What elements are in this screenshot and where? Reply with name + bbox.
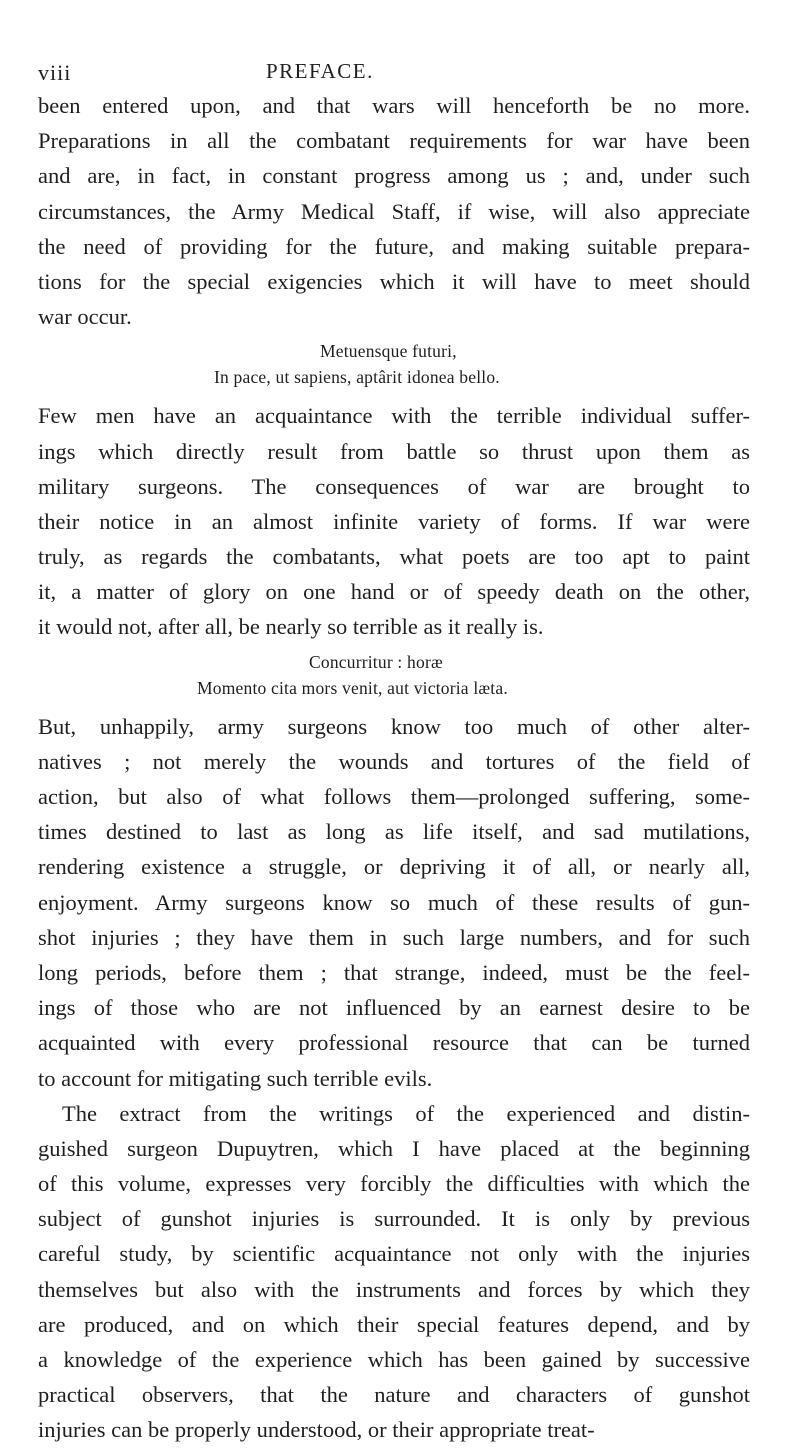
text-line: war occur. [38,304,132,330]
text-line: their notice in an almost infinite variety of forms. If war were [38,508,750,534]
text-line: Preparations in all the combatant requirements for war have been [38,128,750,154]
quotation-line: Concurritur : horæ [309,651,443,672]
latin-quotation [38,338,750,390]
body-text [38,88,750,1448]
paragraph [38,88,750,334]
text-line: and are, in fact, in constant progress among us ; and, under such [38,163,750,189]
text-line: But, unhappily, army surgeons know too much of other alter- [38,713,750,739]
text-line: to account for mitigating such terrible evils. [38,1065,433,1091]
text-line: long periods, before them ; that strange, indeed, must be the feel- [38,959,750,985]
text-line: guished surgeon Dupuytren, which I have placed at the beginning [38,1135,750,1161]
text-line: it, a matter of glory on one hand or of speedy death on the other, [38,579,750,605]
text-line: ings which directly result from battle so thrust upon them as [38,438,750,464]
paragraph [38,398,750,644]
page-number: viii [38,60,72,85]
text-line: it would not, after all, be nearly so terrible as it really is. [38,614,544,640]
text-line: been entered upon, and that wars will henceforth be no more. [38,93,750,118]
text-line: practical observers, that the nature and characters of gunshot [38,1382,750,1408]
text-line: subject of gunshot injuries is surrounded. It is only by previous [38,1206,750,1232]
text-line: tions for the special exigencies which it will have to meet should [38,268,750,294]
text-line: careful study, by scientific acquaintance not only with the injuries [38,1241,750,1267]
text-line: injuries can be properly understood, or their appropriate treat- [38,1417,595,1443]
text-line: acquainted with every professional resource that can be turned [38,1030,750,1056]
text-line: the need of providing for the future, and making suitable prepara- [38,233,750,259]
quotation-line: In pace, ut sapiens, aptârit idonea bello. [214,367,500,388]
text-line: circumstances, the Army Medical Staff, if wise, will also appreciate [38,198,750,224]
text-line: truly, as regards the combatants, what poets are too apt to paint [38,544,750,570]
text-line: ings of those who are not influenced by an earnest desire to be [38,995,750,1021]
quotation-line: Metuensque futuri, [320,341,457,362]
text-line: times destined to last as long as life itself, and sad mutilations, [38,819,750,845]
quotation-line: Momento cita mors venit, aut victoria læta. [197,677,508,698]
running-head: PREFACE. [266,59,374,83]
text-line: of this volume, expresses very forcibly the difficulties with which the [38,1171,750,1197]
text-line: are produced, and on which their special features depend, and by [38,1311,750,1337]
paragraph [38,1096,750,1448]
paragraph [38,709,750,1096]
text-line: themselves but also with the instruments and forces by which they [38,1276,750,1302]
latin-quotation [38,649,750,701]
text-line: military surgeons. The consequences of war are brought to [38,473,750,499]
text-line: The extract from the writings of the experienced and distin- [62,1100,750,1126]
text-line: natives ; not merely the wounds and tortures of the field of [38,748,750,774]
text-line: shot injuries ; they have them in such large numbers, and for such [38,924,750,950]
text-line: a knowledge of the experience which has been gained by successive [38,1347,750,1372]
text-line: Few men have an acquaintance with the terrible individual suffer- [38,403,750,429]
text-line: rendering existence a struggle, or depriving it of all, or nearly all, [38,854,750,880]
text-line: action, but also of what follows them—prolonged suffering, some- [38,784,750,809]
page-header [38,56,758,86]
text-line: enjoyment. Army surgeons know so much of these results of gun- [38,889,750,915]
